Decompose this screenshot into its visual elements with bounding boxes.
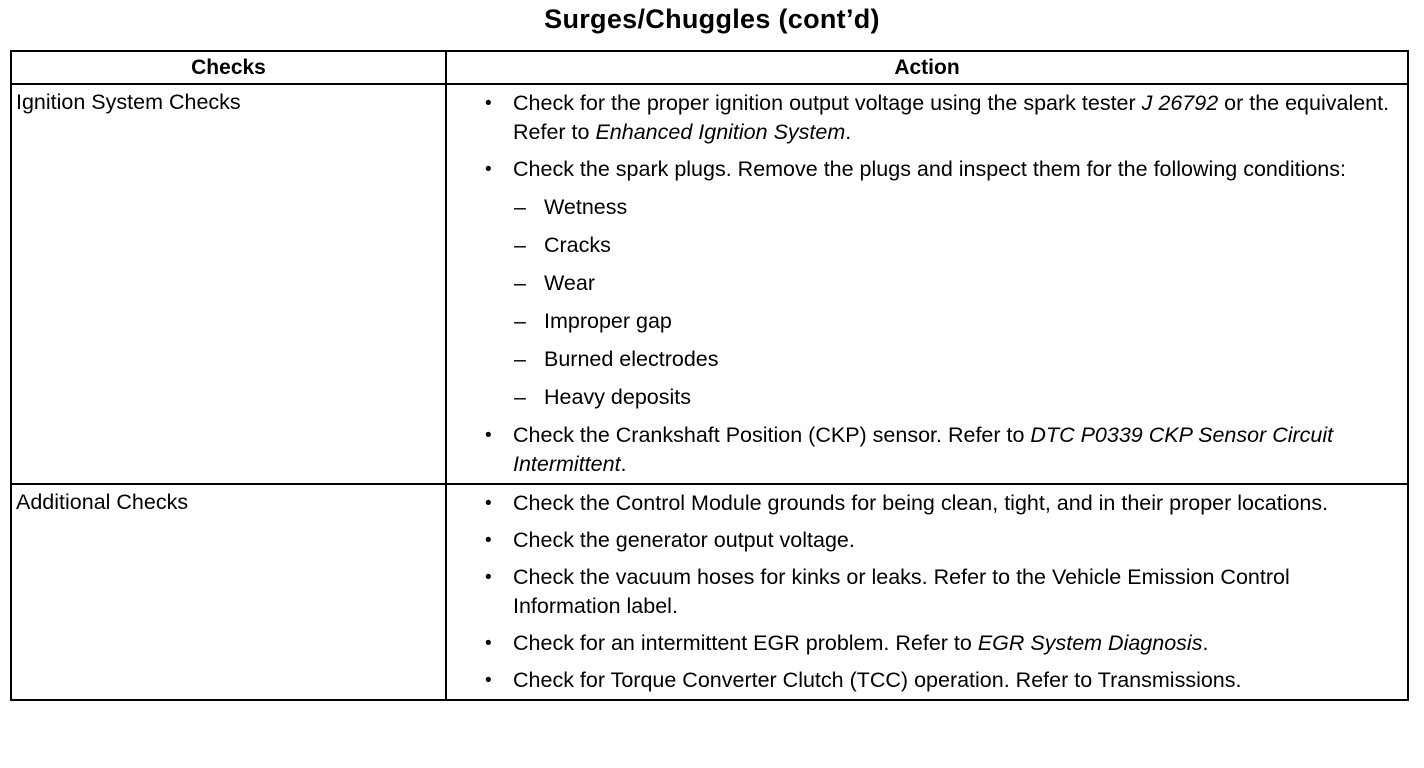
table-row bbox=[11, 84, 1408, 484]
action-item: • Check for Torque Converter Clutch (TCC) operation. Refer to Transmissions. bbox=[447, 666, 1393, 695]
bullet-icon: • bbox=[485, 93, 492, 114]
dash-icon: – bbox=[514, 271, 526, 295]
action-cell bbox=[446, 84, 1408, 484]
action-item: • Check the Crankshaft Position (CKP) sensor. Refer to DTC P0339 CKP Sensor Circuit Intermittent. bbox=[485, 423, 1334, 476]
list-item: – Burned electrodes bbox=[447, 345, 1393, 374]
check-cell: Additional Checks bbox=[11, 484, 446, 700]
action-cell bbox=[446, 484, 1408, 700]
dash-icon: – bbox=[514, 385, 526, 409]
table-row bbox=[11, 484, 1408, 700]
bullet-icon: • bbox=[485, 493, 492, 514]
dash-icon: – bbox=[514, 309, 526, 333]
bullet-icon: • bbox=[485, 670, 492, 691]
list-item: – Wetness bbox=[447, 193, 1393, 222]
bullet-icon: • bbox=[485, 633, 492, 654]
dash-icon: – bbox=[514, 233, 526, 257]
action-item: • Check the Control Module grounds for being clean, tight, and in their proper locations. bbox=[447, 489, 1393, 518]
check-cell: Ignition System Checks bbox=[11, 84, 446, 484]
condition-list bbox=[447, 193, 1393, 412]
dash-icon: – bbox=[514, 195, 526, 219]
dash-icon: – bbox=[514, 347, 526, 371]
diagnosis-table bbox=[10, 50, 1409, 701]
bullet-icon: • bbox=[485, 530, 492, 551]
bullet-icon: • bbox=[485, 425, 492, 446]
column-header-checks: Checks bbox=[11, 51, 446, 84]
list-item: – Heavy deposits bbox=[447, 383, 1393, 412]
table-header-row bbox=[11, 51, 1408, 84]
list-item: – Wear bbox=[447, 269, 1393, 298]
bullet-icon: • bbox=[485, 159, 492, 180]
bullet-icon: • bbox=[485, 567, 492, 588]
list-item: – Cracks bbox=[447, 231, 1393, 260]
action-item: • Check the generator output voltage. bbox=[447, 526, 1393, 555]
action-item: • Check the spark plugs. Remove the plugs and inspect them for the following conditions: bbox=[447, 155, 1393, 184]
column-header-action: Action bbox=[446, 51, 1408, 84]
page-title: Surges/Chuggles (cont’d) bbox=[544, 4, 880, 34]
action-item: • Check for an intermittent EGR problem. Refer to EGR System Diagnosis. bbox=[447, 629, 1393, 658]
action-item: • Check the vacuum hoses for kinks or leaks. Refer to the Vehicle Emission Control Information label. bbox=[485, 565, 1290, 618]
action-item: • Check for the proper ignition output voltage using the spark tester J 26792 or the equivalent. Refer to Enhanced Ignition System. bbox=[485, 91, 1390, 144]
list-item: – Improper gap bbox=[447, 307, 1393, 336]
